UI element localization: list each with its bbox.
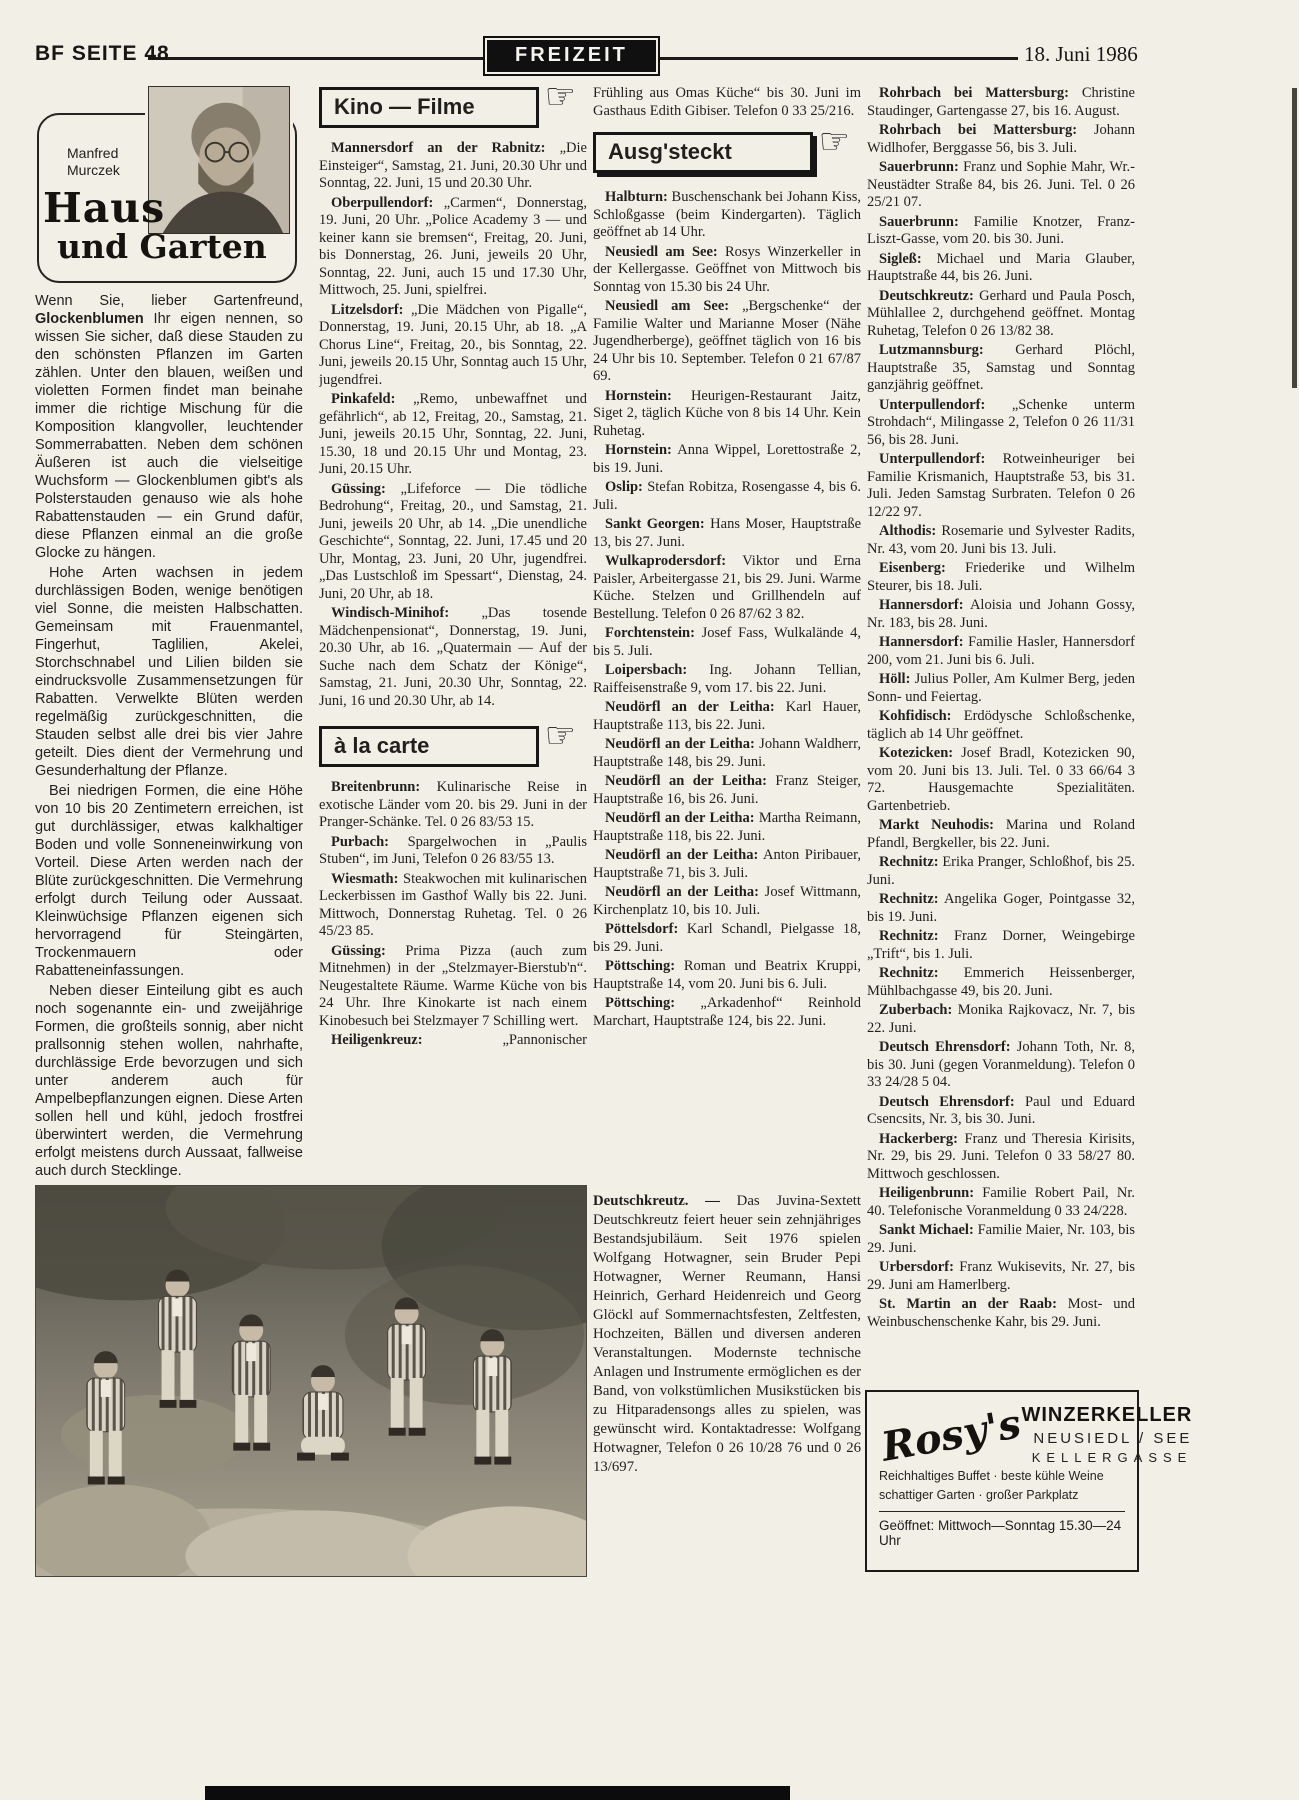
listing-item-place: Litzelsdorf: — [331, 301, 404, 318]
listing-item — [867, 854, 1135, 889]
listing-item-text: Familie Knotzer, Franz-Liszt-Gasse, vom 20. bis 30. Juni. — [867, 213, 1135, 247]
listing-item-text: „Schenke unterm Strohdach“, Milingasse 2, Telefon 0 26 11/31 56, bis 28. Juni. — [867, 396, 1135, 448]
listing-item — [593, 442, 861, 477]
author-caption-line: Manfred — [67, 145, 119, 161]
listing-item-text: Familie Maier, Nr. 103, bis 29. Juni. — [867, 1222, 1135, 1256]
band-article-lead: Deutschkreutz. — — [593, 1193, 720, 1209]
band-photo — [35, 1185, 587, 1577]
feature-title-line: Haus — [43, 184, 166, 232]
scan-edge-artifact — [1292, 88, 1297, 388]
ausgsteckt-column-2 — [867, 85, 1135, 1333]
ad-description-line: Reichhaltiges Buffet · beste kühle Weine — [879, 1469, 1104, 1483]
listing-item — [867, 965, 1135, 1000]
listing-item — [319, 391, 587, 479]
listing-item — [867, 1094, 1135, 1129]
ad-title: WINZERKELLER — [1021, 1404, 1193, 1426]
listing-item — [319, 195, 587, 300]
listing-item-place: Purbach: — [331, 833, 389, 850]
ausgsteckt-headline-box — [593, 122, 850, 173]
listing-item-place: Wulkaprodersdorf: — [605, 553, 727, 569]
ad-description-line: schattiger Garten · großer Parkplatz — [879, 1488, 1079, 1502]
listing-item-text: Erika Pranger, Schloßhof, bis 25. Juni. — [867, 854, 1135, 888]
listing-item — [867, 1002, 1135, 1037]
listing-item-text: Roman und Beatrix Kruppi, Hauptstraße 14, vom 20. Juni bis 6. Juli. — [593, 958, 861, 992]
listing-item-place: Neudörfl an der Leitha: — [605, 884, 759, 900]
listing-item — [593, 244, 861, 297]
listing-item-place: Wiesmath: — [331, 870, 399, 887]
ad-hours: Geöffnet: Mittwoch—Sonntag 15.30—24 Uhr — [879, 1511, 1125, 1548]
listing-item-place: Rechnitz: — [879, 891, 939, 907]
listing-item-place: Unterpullendorf: — [879, 451, 986, 467]
listing-item — [593, 958, 861, 993]
listing-item — [593, 699, 861, 734]
listing-item-place: Kotezicken: — [879, 745, 954, 761]
listing-item — [867, 251, 1135, 286]
listing-item-place: Sauerbrunn: — [879, 213, 959, 230]
listing-item-place: Sankt Michael: — [879, 1222, 974, 1238]
feature-paragraph: Hohe Arten wachsen in jedem durchlässigen Boden, wenige benötigen viel Sonne, die meisten Halbschatten. Gemeinsam mit Frauenmantel, Fingerhut, Taglilien, Akelei, Storchschnabel und Lilien bilden sie eindrucksvolle Zusammensetzungen für Rabatten. Verwelkte Blüten werden regelmäßig zurückgeschnitten, die Stauden selbst alle drei bis vier Jahre geteilt. Dies dient der Vermehrung und Gesunderhaltung der Pflanze. — [35, 565, 303, 779]
listing-item — [867, 1222, 1135, 1257]
listing-item-place: Sauerbrunn: — [879, 159, 959, 175]
listing-item — [867, 523, 1135, 558]
listing-item — [867, 451, 1135, 521]
listing-item-text: Kulinarische Reise in exotische Länder vom 20. bis 29. Juni in der Pranger-Schänke. Tel. 0 26 83/53 15. — [319, 779, 587, 830]
listing-item-place: Hornstein: — [605, 442, 672, 458]
feature-bold-word: Glockenblumen — [35, 311, 144, 327]
listing-item-place: Neudörfl an der Leitha: — [605, 699, 775, 715]
listing-item-text: Franz und Theresia Kirisits, Nr. 29, bis 29. Juni. Telefon 0 33 58/27 80. Mittwoch geschlossen. — [867, 1130, 1135, 1182]
listing-item-place: Neusiedl am See: — [605, 298, 730, 314]
listing-item — [867, 560, 1135, 595]
listing-item-text: Most- und Weinbuschenschenke Kahr, bis 29. Juni. — [867, 1296, 1135, 1330]
feature-article — [35, 292, 303, 1180]
listing-item — [319, 481, 587, 604]
issue-date: 18. Juni 1986 — [1024, 42, 1138, 66]
listing-item-text: „Das tosende Mädchenpensionat“, Donnerstag, 19. Juni, 20.30 Uhr, ab 16. „Quatermain — Auf der Suche nach dem Schatz der Könige“, Samstag, 21. Juni, 20.30 Uhr, Sonntag, 22. Juni, 16 und 20.30 Uhr, ab 14. — [319, 605, 587, 709]
feature-column — [35, 85, 303, 1182]
section-title: FREIZEIT — [515, 44, 628, 66]
feature-text: Wenn Sie, lieber Gartenfreund, — [35, 293, 303, 309]
band-article-text: Das Juvina-Sextett Deutschkreutz feiert heuer sein zehnjähriges Bestandsjubiläum. Seit 1976 spielen Wolfgang Hotwagner, sein Bruder Pepi Hotwagner, Werner Reumann, Hansi Heinrich, Gerhard Heidenreich und Georg Glöckl auf Sommernachtsfesten, Zeltfesten, Hochzeiten, Bällen und diversen anderen Veranstaltungen. Modernste technische Anlagen und Instrumente ermöglichen es der Band, von volkstümlichen Musikstücken bis zu Hitparadensongs alles zu spielen, was gewünscht wird. Kontaktadresse: Wolfgang Hotwagner, Telefon 0 26 10/28 76 und 0 26 13/697. — [593, 1193, 862, 1475]
listing-item-place: Neudörfl an der Leitha: — [605, 773, 767, 789]
feature-paragraphs — [35, 564, 303, 1180]
feature-title — [43, 184, 267, 266]
listing-item-text: Josef Bradl, Kotezicken 90, vom 20. Juni bis 13. Juli. Tel. 0 33 66/64 3 72. Hausgemachte Spezialitäten. Gartenbetrieb. — [867, 745, 1135, 814]
listing-item-text: Ing. Johann Tellian, Raiffeisenstraße 9, vom 17. bis 22. Juni. — [593, 662, 861, 696]
listing-item — [867, 1259, 1135, 1294]
listing-item — [867, 1296, 1135, 1331]
listing-item-text: „Pannonischer — [502, 1032, 587, 1048]
listing-item-text: Michael und Maria Glauber, Hauptstraße 44, bis 26. Juni. — [867, 250, 1135, 284]
kino-headline: Kino — Filme — [334, 94, 475, 119]
pointing-hand-icon: ☞ — [544, 716, 576, 756]
listing-item-place: Rohrbach bei Mattersburg: — [879, 122, 1078, 138]
listing-item-text: Franz Wukisevits, Nr. 27, bis 29. Juni am Hamerlberg. — [867, 1259, 1135, 1293]
listing-item-place: Güssing: — [331, 942, 386, 959]
listing-item-place: Heiligenbrunn: — [879, 1185, 975, 1201]
listing-item-text: Anton Piribauer, Hauptstraße 71, bis 3. Juli. — [593, 847, 861, 881]
listing-item-place: Mannersdorf an der Rabnitz: — [331, 140, 546, 156]
pointing-hand-icon: ☞ — [818, 122, 850, 162]
listing-item — [593, 736, 861, 771]
author-caption — [67, 145, 120, 179]
listing-item-place: Kohfidisch: — [879, 708, 952, 724]
listing-item — [867, 671, 1135, 706]
band-article — [593, 1192, 861, 1479]
listing-item — [867, 1185, 1135, 1220]
listing-item-place: Rechnitz: — [879, 965, 939, 981]
listing-item-text: Emmerich Heissenberger, Mühlbachgasse 49, bis 20. Juni. — [867, 965, 1135, 999]
winzerkeller-ad — [865, 1390, 1193, 1572]
listing-item-place: Neusiedl am See: — [605, 243, 718, 260]
pointing-hand-icon: ☞ — [544, 85, 576, 117]
listing-item-text: Viktor und Erna Paisler, Arbeitergasse 21, bis 29. Juni. Warme Küche. Stelzen und Grillhendeln auf Bestellung. Telefon 0 26 87/62 3 82. — [593, 553, 861, 622]
listing-item — [593, 553, 861, 623]
listing-item — [867, 745, 1135, 815]
listing-item-place: Unterpullendorf: — [879, 396, 986, 413]
listing-item — [319, 834, 587, 869]
ausgsteckt-headline: Ausg'steckt — [608, 139, 732, 164]
listing-item-text: Martha Reimann, Hauptstraße 118, bis 22. Juni. — [593, 810, 861, 844]
listing-item — [593, 625, 861, 660]
listing-item-place: Hornstein: — [605, 387, 672, 404]
listing-item — [319, 605, 587, 710]
listing-item — [593, 995, 861, 1030]
listing-item — [319, 943, 587, 1031]
listing-item-place: Heiligenkreuz: — [331, 1032, 423, 1048]
listing-item-place: Pöttsching: — [605, 995, 676, 1011]
listing-item-text: Rosys Winzerkeller in der Kellergasse. Geöffnet von Mittwoch bis Sonntag von 15.30 bis 24 Uhr. — [593, 243, 861, 295]
listing-item — [593, 662, 861, 697]
listing-item-text: Marina und Roland Pfandl, Bergkeller, bis 22. Juni. — [867, 817, 1135, 851]
listing-item-text: Friederike und Wilhelm Steurer, bis 18. Juli. — [867, 560, 1135, 594]
band-paragraph — [593, 1192, 861, 1477]
feature-paragraph: Bei niedrigen Formen, die eine Höhe von 10 bis 20 Zentimetern erreichen, ist gut durchlässiger, etwas kalkhaltiger Boden und volle Sonneneinwirkung von Vorteil. Diese Arten werden nach der Blüte zurückgeschnitten. Die Vermehrung erfolgt durch Teilung oder Aussaat. Kleinwüchsige Pflanzen eigenen sich hervorragend für Steingärten, Trockenmauern oder Rabatteneinfassungen. — [35, 783, 303, 979]
listing-item — [867, 159, 1135, 212]
listing-item-text: Paul und Eduard Csencsits, Nr. 3, bis 30. Juni. — [867, 1093, 1135, 1127]
feature-text: Ihr eigen nennen, so wissen Sie sicher, daß diese Stauden zu den schönsten Pflanzen im Garten zählen. Unter den blauen, weißen und violetten Formen findet man beinahe immer die richtige Mischung für die Komposition klangvoller, leuchtender Sommerrabatten. Neben dem schönen Äußeren ist auch die vielseitige Wuchsform — Glockenblumen gibt's als Polsterstauden genauso wie als hohe Rabattenstauden — ein Grund dafür, diese Pflanzen einmal an die große Glocke zu hängen. — [35, 311, 303, 561]
listing-item-text: Rotweinheuriger bei Familie Krismanich, Hauptstraße 53, bis 31. Juli. Jeden Samstag Surbraten. Telefon 0 26 12/22 97. — [867, 451, 1135, 520]
listing-item-place: Oberpullendorf: — [331, 194, 434, 211]
listing-item-place: Hannersdorf: — [879, 634, 964, 650]
listing-item — [867, 288, 1135, 341]
listing-item-text: Julius Poller, Am Kulmer Berg, jeden Sonn- und Feiertag. — [867, 671, 1135, 705]
listing-item-text: Josef Fass, Wulkalände 4, bis 5. Juli. — [593, 625, 861, 659]
ad-location-line1: NEUSIEDL / SEE — [1033, 1430, 1193, 1447]
listing-item-place: Sankt Georgen: — [605, 516, 705, 532]
listing-item-text: Franz Steiger, Hauptstraße 16, bis 26. Juni. — [593, 773, 861, 807]
listing-item — [867, 397, 1135, 450]
listing-item-place: St. Martin an der Raab: — [879, 1296, 1057, 1312]
listing-item-text: Erdödysche Schloßschenke, täglich ab 14 Uhr geöffnet. — [867, 708, 1135, 742]
listing-item-text: „Die Einsteiger“, Samstag, 21. Juni, 20.30 Uhr und Sonntag, 22. Juni, 15 und 20.30 Uhr. — [319, 140, 587, 191]
listing-item-text: Christine Staudinger, Gartengasse 27, bis 16. August. — [867, 85, 1135, 119]
listing-item-text: Angelika Goger, Pointgasse 32, bis 19. Juni. — [867, 891, 1135, 925]
listing-item-text: Franz und Sophie Mahr, Wr.-Neustädter Straße 84, bis 26. Juni. Tel. 0 26 25/21 07. — [867, 159, 1135, 210]
listing-item-place: Althodis: — [879, 523, 937, 539]
listing-item-place: Sigleß: — [879, 250, 922, 267]
listing-item-place: Deutsch Ehrensdorf: — [879, 1093, 1015, 1110]
listing-item-text: Monika Rajkovacz, Nr. 7, bis 22. Juni. — [867, 1002, 1135, 1036]
listing-item-place: Höll: — [879, 671, 911, 687]
listing-item-text: Johann Waldherr, Hauptstraße 148, bis 29. Juni. — [593, 736, 861, 770]
alacarte-headline: à la carte — [334, 733, 430, 758]
listing-item-text: „Carmen“, Donnerstag, 19. Juni, 20 Uhr. „Police Academy 3 — und keiner kann sie bremsen“, Freitag, 20. Juni, bis Donnerstag, 26. Juni, jeweils 20 Uhr, Sonntag, 22. Juni, auch 15 und 17.30 Uhr, Mittwoch, 25. Juni, spielfrei. — [319, 194, 587, 298]
listing-item-text: Johann Widlhofer, Berggasse 56, bis 3. Juli. — [867, 122, 1135, 156]
listing-item-text: Heurigen-Restaurant Jaitz, Siget 2, täglich Küche von 8 bis 14 Uhr. Kein Ruhetag. — [593, 387, 861, 439]
listing-item — [593, 884, 861, 919]
listing-item-place: Neudörfl an der Leitha: — [605, 810, 755, 826]
alacarte-continuation: Frühling aus Omas Küche“ bis 30. Juni im Gasthaus Edith Gibiser. Telefon 0 33 25/216. — [593, 85, 861, 119]
listing-item — [319, 779, 587, 832]
listing-item — [593, 847, 861, 882]
listing-item-place: Urbersdorf: — [879, 1259, 954, 1275]
listing-item-place: Markt Neuhodis: — [879, 817, 994, 833]
listing-item-text: Gerhard und Paula Posch, Mühlallee 2, durchgehend geöffnet. Montag Ruhetag, Telefon 0 26 13/82 38. — [867, 287, 1135, 339]
listing-item-text: Rosemarie und Sylvester Radits, Nr. 43, vom 20. Juni bis 13. Juli. — [867, 523, 1135, 557]
listing-item — [867, 342, 1135, 395]
listing-item — [319, 302, 587, 390]
listing-item-place: Halbturn: — [605, 189, 668, 205]
listing-item-text: Familie Robert Pail, Nr. 40. Telefonische Voranmeldung 0 33 24/228. — [867, 1185, 1135, 1219]
listing-item-place: Güssing: — [331, 480, 386, 497]
listing-item — [593, 388, 861, 441]
ausgsteckt-listing-1 — [593, 189, 861, 1030]
listing-item-place: Pinkafeld: — [331, 391, 396, 407]
listing-item — [867, 1131, 1135, 1184]
listing-item — [593, 810, 861, 845]
listing-item — [867, 891, 1135, 926]
listing-item-place: Rechnitz: — [879, 928, 939, 944]
listing-item — [593, 773, 861, 808]
listing-item-place: Deutschkreutz: — [879, 287, 974, 304]
listing-item-place: Eisenberg: — [879, 560, 946, 576]
page-number-label: BF SEITE 48 — [35, 42, 170, 65]
listing-item-text: Gerhard Plöchl, Hauptstraße 35, Samstag und Sonntag ganzjährig geöffnet. — [867, 342, 1135, 393]
alacarte-listing — [319, 779, 587, 1050]
ad-location-line2: KELLERGASSE — [1031, 1450, 1193, 1465]
listing-item-text: Familie Hasler, Hannersdorf 200, vom 21. Juni bis 6. Juli. — [867, 634, 1135, 668]
listing-item-place: Rechnitz: — [879, 854, 939, 870]
listing-item-text: Buschenschank bei Johann Kiss, Schloßgasse (beim Kindergarten). Täglich geöffnet ab 14 Uhr. — [593, 189, 861, 240]
listing-item — [867, 597, 1135, 632]
feature-paragraph — [35, 292, 303, 562]
band-photo-image — [36, 1186, 586, 1576]
listing-item — [867, 634, 1135, 669]
listing-item — [593, 921, 861, 956]
listing-item-text: Aloisia und Johann Gossy, Nr. 183, bis 28. Juni. — [867, 597, 1135, 631]
author-caption-line: Murczek — [67, 162, 120, 178]
listing-item — [319, 871, 587, 941]
listing-item — [867, 708, 1135, 743]
listing-item — [319, 140, 587, 193]
listing-item — [867, 1039, 1135, 1092]
scan-edge-artifact — [205, 1786, 790, 1800]
listing-item-text: Anna Wippel, Lorettostraße 2, bis 19. Juni. — [593, 442, 861, 476]
listing-item-place: Pöttsching: — [605, 958, 676, 974]
listing-item-text: „Lifeforce — Die tödliche Bedrohung“, Freitag, 20., und Samstag, 21. Juni, jeweils 20 Uhr, ab 14. „Die unendliche Geschichte“, Sonntag, 22. Juni, 17.45 und 20 Uhr, Montag, 23. Juni, 20 Uhr, jugendfrei. „Das Lustschloß im Spessart“, Dienstag, 24. Juni, 20 Uhr, ab 18. — [319, 480, 587, 602]
listing-item-place: Forchtenstein: — [605, 625, 695, 641]
listing-item-place: Deutsch Ehrensdorf: — [879, 1039, 1011, 1055]
ausgsteckt-listing-2 — [867, 85, 1135, 1331]
listing-item-place: Neudörfl an der Leitha: — [605, 736, 755, 752]
listing-item — [593, 189, 861, 242]
listing-item-text: Steakwochen mit kulinarischen Leckerbissen im Gasthof Wally bis 22. Juni. Mittwoch, Donnerstag Ruhetag. Tel. 0 26 45/23 85. — [319, 870, 587, 939]
listing-item — [319, 1032, 587, 1050]
listing-item-place: Zuberbach: — [879, 1002, 953, 1018]
listing-item-text: „Remo, unbewaffnet und gefährlich“, ab 12, Freitag, 20., Samstag, 21. Juni, jeweils 20.15 Uhr, Sonntag, 22. Juni, 15.30, 18 und 20.15 Uhr und Montag, 23. Juni, 20.15 Uhr. — [319, 391, 587, 477]
listing-item-place: Hannersdorf: — [879, 597, 964, 613]
listing-item-text: „Bergschenke“ der Familie Walter und Marianne Moser (Nähe Jugendherberge), geöffnet täglich von 16 bis 24 Uhr bis 10. September. Telefon 0 21 67/87 69. — [593, 298, 861, 384]
kino-headline-box — [319, 85, 576, 128]
listing-item-text: „Arkadenhof“ Reinhold Marchart, Hauptstraße 124, bis 22. Juni. — [593, 995, 861, 1029]
listing-item — [867, 122, 1135, 157]
ausgsteckt-column-1 — [593, 85, 861, 1032]
listing-item-place: Pöttelsdorf: — [605, 921, 679, 937]
listing-item-place: Windisch-Minihof: — [331, 605, 450, 621]
listing-item-place: Neudörfl an der Leitha: — [605, 847, 759, 863]
feature-title-line: und Garten — [57, 227, 267, 266]
listing-item — [867, 928, 1135, 963]
feature-paragraph: Neben dieser Einteilung gibt es auch noch sogenannte ein- und zweijährige Formen, die großteils sonnig, aber nicht prallsonnig stehen wollen, nahrhafte, durchlässige Erde bevorzugen und sich unter anderem auch für Ampelbepflanzungen eignen. Diese Arten sollen hell und kühl, jedoch frostfrei überwintert werden, die Vermehrung erfolgt meistens durch Aussaat, fallweise auch durch Stecklinge. — [35, 983, 303, 1179]
listing-item — [593, 479, 861, 514]
listing-item — [593, 298, 861, 386]
listing-item-text: Hans Moser, Hauptstraße 13, bis 27. Juni. — [593, 516, 861, 550]
kino-column — [319, 85, 587, 1052]
listing-item — [867, 817, 1135, 852]
listing-item-text: Prima Pizza (auch zum Mitnehmen) in der „Stelzmayer-Bierstub'n“. Neugestaltete Räume. Warme Küche von bis 24 Uhr. Ihre Kinokarte ist nach einem Kinobesuch bei Stelzmayer 7 Schilling wert. — [319, 942, 587, 1029]
alacarte-headline-box — [319, 716, 576, 767]
listing-item-text: Franz Dorner, Weingebirge „Trift“, bis 1. Juli. — [867, 928, 1135, 962]
listing-item-text: Karl Hauer, Hauptstraße 113, bis 22. Juni. — [593, 699, 861, 733]
listing-item-place: Rohrbach bei Mattersburg: — [879, 85, 1069, 101]
ad-title-block — [1021, 1404, 1192, 1465]
listing-item — [867, 85, 1135, 120]
listing-item-text: Karl Schandl, Pielgasse 18, bis 29. Juni. — [593, 921, 861, 955]
listing-item-place: Lutzmannsburg: — [879, 342, 984, 358]
listing-item-text: „Die Mädchen von Pigalle“, Donnerstag, 19. Juni, 20.15 Uhr, ab 18. „A Chorus Line“, Freitag, 20., bis Sonntag, 22. Juni, jeweils 20.15 Uhr, Sonntag auch 15 Uhr, jugendfrei. — [319, 301, 587, 388]
listing-item-place: Hackerberg: — [879, 1130, 958, 1147]
kino-listing — [319, 140, 587, 710]
listing-item-text: Stefan Robitza, Rosengasse 4, bis 6. Juli. — [593, 479, 861, 513]
ad-brand-name: Rosy's — [877, 1400, 1025, 1471]
listing-item-text: Spargelwochen in „Paulis Stuben“, im Juni, Telefon 0 26 83/55 13. — [319, 833, 587, 867]
listing-item — [867, 214, 1135, 249]
section-title-box — [487, 40, 656, 72]
feature-header — [35, 85, 303, 292]
ad-header — [877, 1400, 1193, 1471]
listing-item — [593, 516, 861, 551]
listing-item-place: Loipersbach: — [605, 662, 688, 678]
listing-item-place: Breitenbrunn: — [331, 779, 421, 795]
listing-item-text: Johann Toth, Nr. 8, bis 30. Juni (gegen Voranmeldung). Telefon 0 33 24/28 5 04. — [867, 1039, 1135, 1090]
listing-item-text: Josef Wittmann, Kirchenplatz 10, bis 10. Juli. — [593, 884, 861, 918]
listing-item-place: Oslip: — [605, 479, 643, 495]
